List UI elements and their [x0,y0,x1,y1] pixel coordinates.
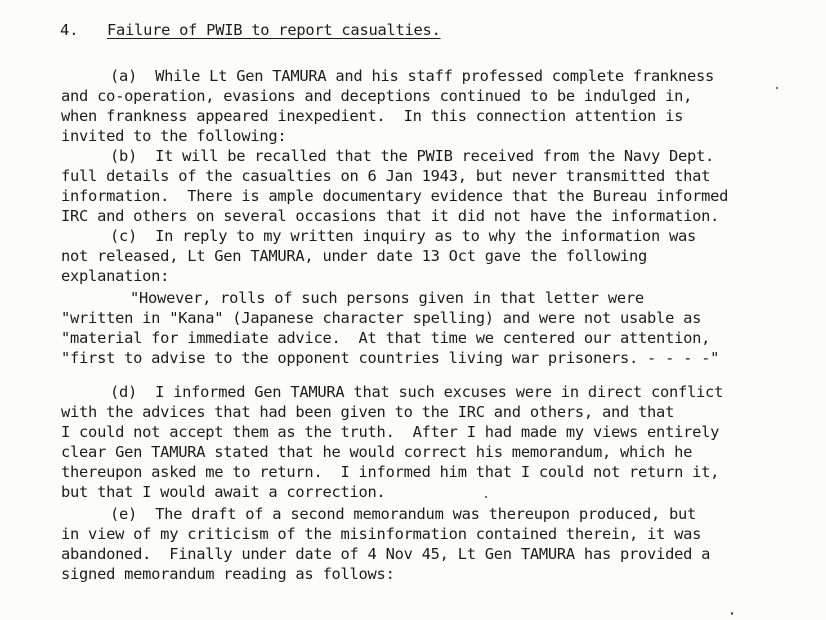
paragraph-line: in view of my criticism of the misinformation contained therein, it was [61,525,702,543]
paragraph-line: I could not accept them as the truth. After I had made my views entirely [61,423,720,441]
scan-speck [776,87,778,89]
scan-speck [731,612,733,615]
quote-line: "first to advise to the opponent countries living war prisoners. - - - -" [61,349,720,367]
scan-speck [485,496,487,498]
paragraph-line: clear Gen TAMURA stated that he would correct his memorandum, which he [61,443,693,461]
paragraph-line: abandoned. Finally under date of 4 Nov 45, Lt Gen TAMURA has provided a [61,545,711,563]
quote-line: "written in "Kana" (Japanese character spelling) and were not usable as [61,309,702,327]
paragraph-line: (b) It will be recalled that the PWIB received from the Navy Dept. [110,147,715,165]
paragraph-line: but that I would await a correction. [61,483,386,501]
paragraph-line: not released, Lt Gen TAMURA, under date 13 Oct gave the following [61,247,648,265]
paragraph-line: invited to the following: [61,127,287,145]
paragraph-line: thereupon asked me to return. I informed him that I could not return it, [61,463,720,481]
paragraph-line: signed memorandum reading as follows: [61,565,395,583]
paragraph-line: (e) The draft of a second memorandum was thereupon produced, but [110,505,697,523]
section-title: Failure of PWIB to report casualties. [107,21,441,39]
paragraph-line: (d) I informed Gen TAMURA that such excuses were in direct conflict [110,383,724,401]
paragraph-line: (a) While Lt Gen TAMURA and his staff professed complete frankness [110,67,715,85]
paragraph-line: full details of the casualties on 6 Jan 1943, but never transmitted that [61,167,711,185]
paragraph-line: explanation: [61,267,170,285]
paragraph-line: information. There is ample documentary evidence that the Bureau informed [61,187,729,205]
paragraph-line: with the advices that had been given to the IRC and others, and that [61,403,675,421]
paragraph-line: and co-operation, evasions and deceptions continued to be indulged in, [61,87,693,105]
quote-line: "material for immediate advice. At that time we centered our attention, [61,329,711,347]
paragraph-line: when frankness appeared inexpedient. In this connection attention is [61,107,684,125]
section-number: 4. [60,21,79,39]
quote-line: "However, rolls of such persons given in that letter were [130,289,644,307]
paragraph-line: IRC and others on several occasions that it did not have the information. [61,207,720,225]
paragraph-line: (c) In reply to my written inquiry as to why the information was [110,227,697,245]
